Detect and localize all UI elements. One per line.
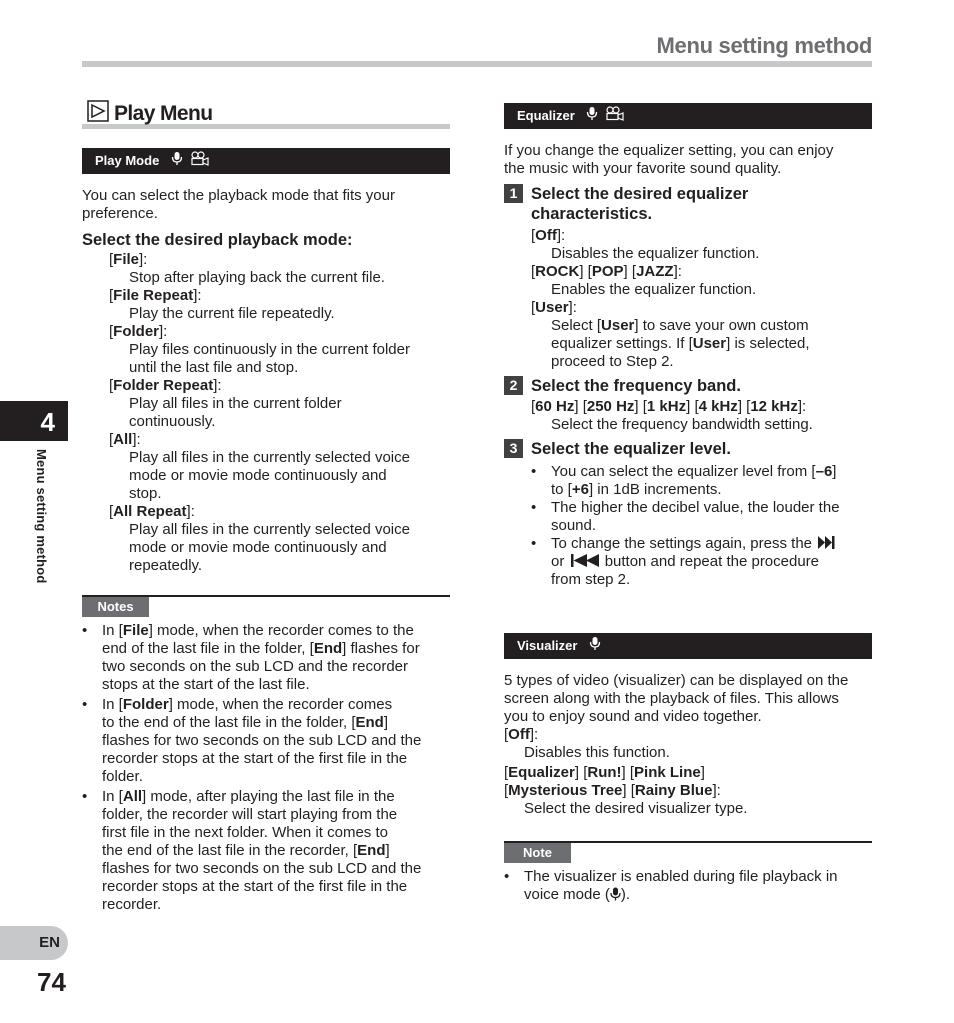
step-heading: Select the desired equalizer characteristics.: [531, 185, 749, 223]
play-triangle-icon: [87, 100, 109, 122]
visualizer-bar: [504, 633, 872, 659]
option-desc: repeatedly.: [129, 557, 203, 574]
list-item: • In [File] mode, when the recorder comes to the end of the last file in the folder, [End] flashes for two seconds on the sub LCD and the recorder stops at the start of the last file.: [82, 622, 420, 693]
step-heading: Select the frequency band.: [531, 377, 741, 395]
option-desc: Play files continuously in the current folder: [129, 341, 410, 358]
note-list: [504, 868, 874, 904]
microphone-icon: [586, 104, 598, 130]
play-mode-bar-label: Play Mode: [95, 153, 160, 168]
option-name: [Folder]:: [109, 323, 168, 340]
step-heading: Select the equalizer level.: [531, 440, 731, 458]
visualizer-body: 5 types of video (visualizer) can be displayed on the screen along with the playback of files. This allows you to enjoy sound and video together. [Off]: Disables this function. [Equalizer] [Run!] [Pink Line] [Mysterious Tree] [Rainy Blue]: Select the desired visualizer type.: [504, 672, 849, 817]
list-item: • The visualizer is enabled during file playback in voice mode ( ).: [504, 868, 838, 903]
movie-camera-icon: [605, 104, 625, 130]
option-name: [All]:: [109, 431, 141, 448]
notes-list: [82, 622, 452, 914]
option-desc: Play the current file repeatedly.: [129, 305, 335, 322]
list-item: • To change the settings again, press the or button and repeat the procedure from step 2.: [531, 535, 871, 589]
play-mode-heading: Select the desired playback mode:: [82, 231, 353, 249]
chapter-label: Menu setting method: [34, 449, 49, 584]
page-header-title: Menu setting method: [656, 33, 872, 58]
option-desc: Stop after playing back the current file.: [129, 269, 385, 286]
intro-line: You can select the playback mode that fits your: [82, 187, 395, 204]
step1-options: [Off]: Disables the equalizer function. [ROCK] [POP] [JAZZ]: Enables the equalizer function. [User]: Select [User] to save your own custom equalizer settings. If [User] is selected, proceed to Step 2.: [531, 227, 810, 370]
fast-forward-icon: [818, 536, 836, 549]
microphone-icon: [610, 887, 621, 901]
option-name: [File]:: [109, 251, 148, 268]
option-desc: stop.: [129, 485, 162, 502]
page-number: 74: [37, 967, 66, 997]
option-name: [Folder Repeat]:: [109, 377, 222, 394]
play-mode-options: [109, 251, 410, 575]
equalizer-intro: If you change the equalizer setting, you can enjoy the music with your favorite sound quality.: [504, 142, 834, 177]
language-badge: EN: [0, 926, 68, 960]
option-desc: until the last file and stop.: [129, 359, 299, 376]
chapter-number: 4: [0, 401, 68, 441]
movie-camera-icon: [190, 149, 210, 175]
step-number: 2: [504, 376, 523, 395]
microphone-icon: [589, 634, 601, 660]
step-number: 1: [504, 184, 523, 203]
list-item: • In [All] mode, after playing the last file in the folder, the recorder will start playing from the first file in the next folder. When it comes to the end of the last file in the recorder, [End] flashes for two seconds on the sub LCD and the recorder stops at the start of the first file in the recorder.: [82, 788, 422, 913]
option-desc: Play all files in the currently selected voice: [129, 521, 410, 538]
step2-options: [60 Hz] [250 Hz] [1 kHz] [4 kHz] [12 kHz]: Select the frequency bandwidth setting.: [531, 398, 813, 433]
visualizer-bar-label: Visualizer: [517, 638, 578, 653]
option-desc: mode or movie mode continuously and: [129, 467, 387, 484]
section-title-text: Play Menu: [114, 102, 213, 125]
play-mode-intro: [82, 187, 395, 223]
note-label: Note: [504, 843, 571, 863]
microphone-icon: [171, 149, 183, 175]
equalizer-bar-label: Equalizer: [517, 108, 575, 123]
section-title: [82, 101, 450, 129]
option-desc: continuously.: [129, 413, 216, 430]
notes-label: Notes: [82, 597, 149, 617]
step3-list: [531, 463, 871, 589]
option-name: [All Repeat]:: [109, 503, 195, 520]
option-desc: Play all files in the current folder: [129, 395, 342, 412]
list-item: • The higher the decibel value, the louder the sound.: [531, 499, 840, 534]
equalizer-bar: [504, 103, 872, 129]
intro-line: preference.: [82, 205, 158, 222]
play-mode-bar: [82, 148, 450, 174]
option-desc: Play all files in the currently selected voice: [129, 449, 410, 466]
step-number: 3: [504, 439, 523, 458]
header-rule: [82, 61, 872, 67]
rewind-icon: [571, 554, 599, 567]
option-desc: mode or movie mode continuously and: [129, 539, 387, 556]
list-item: • In [Folder] mode, when the recorder comes to the end of the last file in the folder, [End] flashes for two seconds on the sub LCD and the recorder stops at the start of the first file in the folder.: [82, 696, 422, 785]
list-item: • You can select the equalizer level from [–6] to [+6] in 1dB increments.: [531, 463, 837, 498]
option-name: [File Repeat]:: [109, 287, 202, 304]
